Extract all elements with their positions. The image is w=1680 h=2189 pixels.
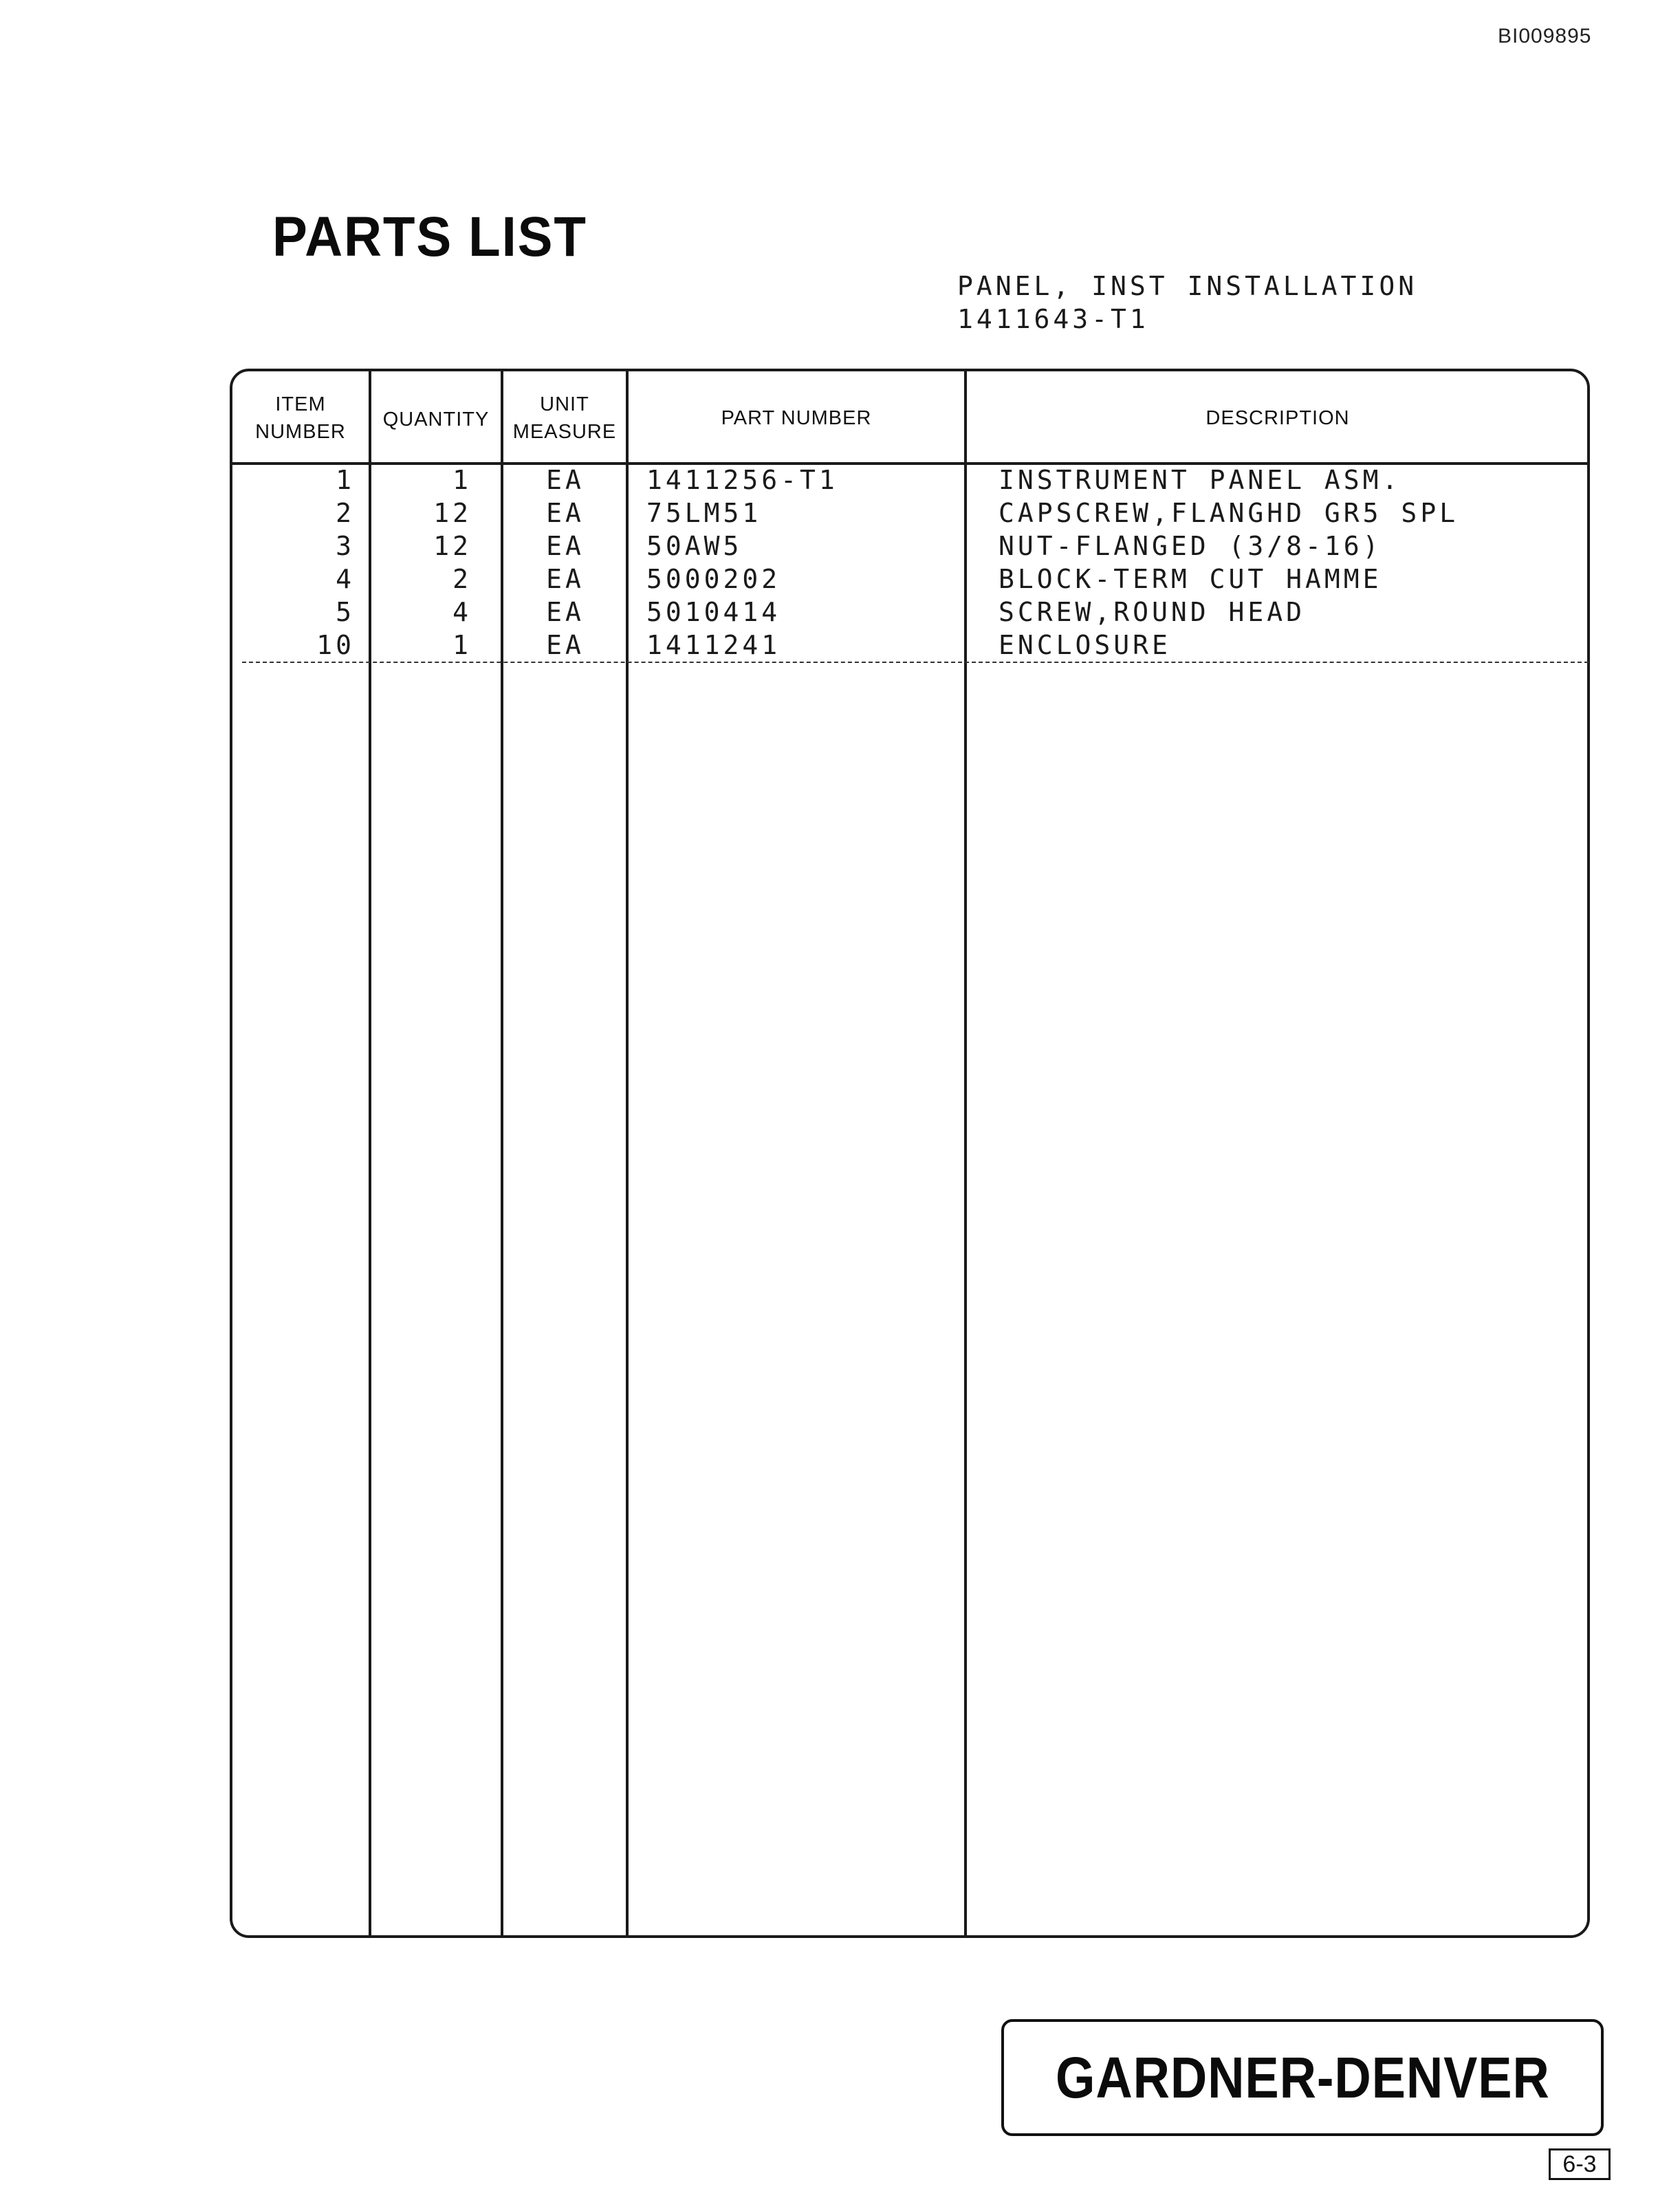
brand-logo <box>1001 2019 1604 2136</box>
description-cell: CAPSCREW,FLANGHD GR5 SPL <box>999 498 1459 528</box>
unit-cell: EA <box>546 597 585 627</box>
description-cell: BLOCK-TERM CUT HAMME <box>999 564 1382 594</box>
table-row <box>0 464 1680 497</box>
page-number: 6-3 <box>1562 2150 1597 2177</box>
quantity-cell: 1 <box>452 465 472 495</box>
unit-cell: EA <box>546 498 585 528</box>
part-number-cell: 5000202 <box>646 564 781 594</box>
table-row <box>0 629 1680 662</box>
unit-cell: EA <box>546 630 585 660</box>
header-unit-measure <box>503 374 626 462</box>
quantity-cell: 12 <box>433 531 472 561</box>
assembly-header <box>957 270 1417 336</box>
unit-cell: EA <box>546 564 585 594</box>
quantity-cell: 4 <box>452 597 472 627</box>
assembly-name: PANEL, INST INSTALLATION <box>957 271 1418 301</box>
header-unit-line1: UNIT <box>540 393 589 415</box>
header-description <box>967 374 1589 462</box>
table-row <box>0 596 1680 629</box>
description-cell: INSTRUMENT PANEL ASM. <box>999 465 1401 495</box>
item-number-cell: 1 <box>336 465 355 495</box>
description-cell: ENCLOSURE <box>999 630 1171 660</box>
description-cell: SCREW,ROUND HEAD <box>999 597 1306 627</box>
assembly-number: 1411643-T1 <box>957 304 1149 334</box>
document-id: BI009895 <box>1498 25 1592 47</box>
part-number-cell: 5010414 <box>646 597 781 627</box>
item-number-cell: 2 <box>336 498 355 528</box>
header-part-number <box>629 374 964 462</box>
header-part-number-label: PART NUMBER <box>721 407 872 429</box>
header-unit-line2: MEASURE <box>512 421 617 443</box>
header-quantity <box>371 374 501 462</box>
header-item-line2: NUMBER <box>255 421 346 443</box>
item-number-cell: 4 <box>336 564 355 594</box>
header-item-line1: ITEM <box>275 393 326 415</box>
table-row <box>0 530 1680 563</box>
unit-cell: EA <box>546 465 585 495</box>
brand-logo-text: GARDNER-DENVER <box>1055 2045 1550 2110</box>
table-row <box>0 563 1680 596</box>
part-number-cell: 50AW5 <box>646 531 743 561</box>
header-quantity-label: QUANTITY <box>382 409 490 431</box>
quantity-cell: 2 <box>452 564 472 594</box>
item-number-cell: 5 <box>336 597 355 627</box>
header-item-number <box>232 374 369 462</box>
quantity-cell: 1 <box>452 630 472 660</box>
item-number-cell: 10 <box>316 630 355 660</box>
header-description-label: DESCRIPTION <box>1206 407 1350 429</box>
part-number-cell: 1411256-T1 <box>646 465 838 495</box>
list-end-rule <box>242 662 1589 663</box>
part-number-cell: 1411241 <box>646 630 781 660</box>
unit-cell: EA <box>546 531 585 561</box>
quantity-cell: 12 <box>433 498 472 528</box>
page-number-badge <box>1549 2148 1611 2180</box>
part-number-cell: 75LM51 <box>646 498 762 528</box>
item-number-cell: 3 <box>336 531 355 561</box>
table-row <box>0 497 1680 530</box>
page-title: PARTS LIST <box>272 206 587 268</box>
description-cell: NUT-FLANGED (3/8-16) <box>999 531 1382 561</box>
